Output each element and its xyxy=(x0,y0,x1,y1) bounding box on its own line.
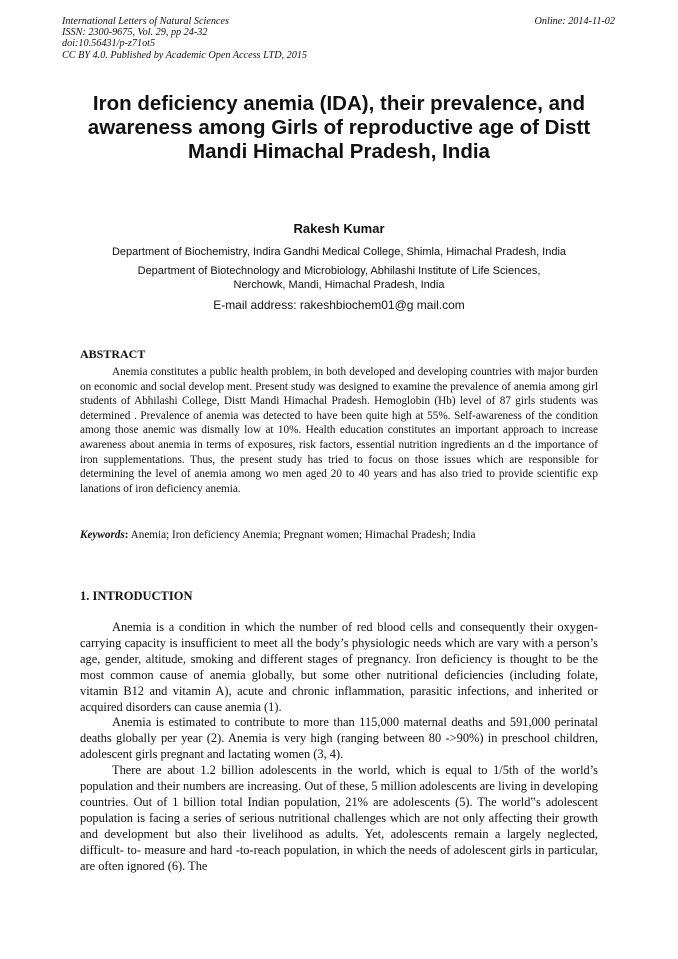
journal-header xyxy=(62,16,615,61)
keywords-label: Keywords xyxy=(80,529,125,541)
keywords-line xyxy=(80,528,598,543)
paper-title xyxy=(70,92,608,164)
affiliation-1 xyxy=(0,246,678,260)
journal-name: International Letters of Natural Sciences xyxy=(62,16,229,27)
title-line: Iron deficiency anemia (IDA), their prevalence, and xyxy=(92,92,586,115)
abstract-text: Anemia constitutes a public health problem, in both developed and developing countries with major burden on economic and social develop ment. Present study was designed to examine the prevalence of anemia among girl students of Abhilashi College, Distt Mandi Himachal Pradesh. Hemoglobin (Hb) level of 87 girls students was determined . Prevalence of anemia was detected to have been quite high at 55%. Self-awareness of the condition among those anemic was dismally low at 10%. Health education constitutes an important approach to increase awareness about anemia in terms of exposures, risk factors, essential nutrition ingredients an d the importance of iron supplementations. Thus, the present study has tried to focus on those issues which are responsible for determining the level of anemia among wo men aged 20 to 40 years and has also tried to provide scientific exp lanations of iron deficiency anemia. xyxy=(80,366,598,495)
keywords-colon: : xyxy=(124,529,129,541)
paragraph: Anemia is a condition in which the number of red blood cells and consequently their oxygen-carrying capacity is insufficient to meet all the body’s physiologic needs which are vary with a person’s age, gender, altitude, smoking and different stages of pregnancy. Iron deficiency is thought to be the most common cause of anemia globally, but some other nutritional deficiencies (including folate, vitamin B12 and vitamin A), acute and chronic inflammation, parasitic infections, and inherited or acquired disorders can cause anemia (1). xyxy=(80,620,598,714)
online-date: Online: 2014-11-02 xyxy=(534,16,615,27)
section-heading-introduction: 1. INTRODUCTION xyxy=(80,589,193,603)
keywords-text: Anemia; Iron deficiency Anemia; Pregnant women; Himachal Pradesh; India xyxy=(128,529,476,541)
paragraph: There are about 1.2 billion adolescents in the world, which is equal to 1/5th of the world’s population and their numbers are increasing. Out of these, 5 million adolescents are living in developing countries. Out of 1 billion total Indian population, 21% are adolescents (5). The world‟s adolescent population is facing a series of serious nutritional challenges which are not only affecting their growth and development but also their livelihood as adults. Yet, adolescents remain a largely neglected, difficult- to- measure and hard -to-reach population, in which the needs of adolescent girls in particular, are often ignored (6). The xyxy=(80,763,598,873)
license-line: CC BY 4.0. Published by Academic Open Access LTD, 2015 xyxy=(62,49,308,61)
affiliation-2 xyxy=(0,265,678,292)
introduction-body xyxy=(80,620,598,875)
affiliation-line: Department of Biochemistry, Indira Gandhi Medical College, Shimla, Himachal Pradesh, India xyxy=(111,246,567,258)
title-line: awareness among Girls of reproductive age of Distt xyxy=(87,116,591,139)
affiliation-line: Department of Biotechnology and Microbiology, Abhilashi Institute of Life Sciences, xyxy=(137,265,541,277)
author-name: Rakesh Kumar xyxy=(293,221,385,236)
doi-line: doi:10.56431/p-z71ot5 xyxy=(62,38,156,50)
abstract-heading: ABSTRACT xyxy=(80,347,146,361)
paragraph: Anemia is estimated to contribute to more than 115,000 maternal deaths and 591,000 perinatal deaths globally per year (2). Anemia is very high (ranging between 80 ->90%) in preschool children, adolescent girls pregnant and lactating women (3, 4). xyxy=(80,715,598,762)
title-line: Mandi Himachal Pradesh, India xyxy=(188,140,490,163)
email-address: E-mail address: rakeshbiochem01@g mail.com xyxy=(213,298,465,312)
issn-line: ISSN: 2300-9675, Vol. 29, pp 24-32 xyxy=(62,27,208,39)
affiliation-line: Nerchowk, Mandi, Himachal Pradesh, India xyxy=(233,278,445,291)
